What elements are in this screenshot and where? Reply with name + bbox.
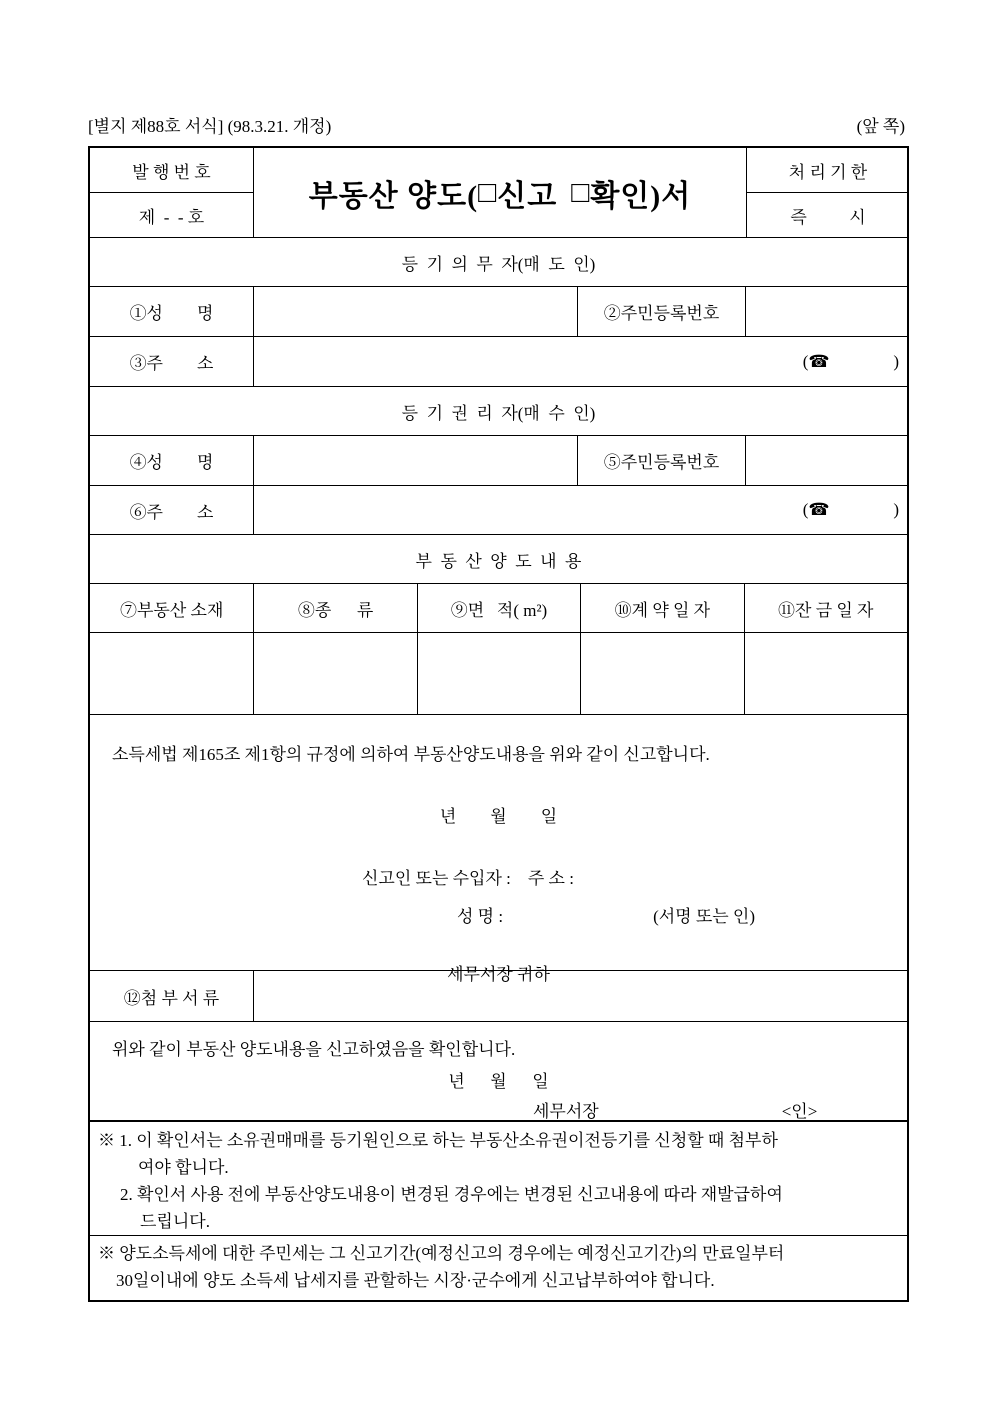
addressee-line: 세무서장 귀하	[447, 965, 550, 984]
seal-placeholder: <인>	[781, 1102, 818, 1121]
property-type-field[interactable]	[253, 633, 416, 714]
declaration-block	[90, 714, 907, 984]
declaration-date-line[interactable]: 년 월 일	[439, 807, 558, 826]
confirm-checkbox-label: 확인	[590, 179, 651, 213]
confirm-checkbox[interactable]: □	[571, 175, 591, 209]
seller-section-title: 등 기 의 무 자(매 도 인)	[401, 254, 596, 274]
note2-line1: ※ 양도소득세에 대한 주민세는 그 신고기간(예정신고의 경우에는 예정신고기간)의 만료일부터	[98, 1244, 785, 1263]
report-checkbox-label: 신고	[497, 179, 558, 213]
col-area: ⑨면 적( m²)	[417, 584, 580, 632]
note1-line4: 드립니다.	[140, 1212, 210, 1231]
deadline-label: 처 리 기 한	[788, 162, 868, 182]
header-row	[90, 148, 907, 237]
issue-number-value[interactable]: 제 - - 호	[90, 192, 253, 237]
buyer-section-title: 등 기 권 리 자(매 수 인)	[401, 403, 596, 423]
main-form-table	[88, 146, 909, 1302]
attachment-field[interactable]	[253, 971, 907, 1021]
notes-box-1	[90, 1120, 907, 1235]
transfer-column-header-row	[90, 583, 907, 632]
col-balance-date: ⑪잔 금 일 자	[744, 584, 907, 632]
transfer-value-row	[90, 632, 907, 714]
seller-regno-label: ②주민등록번호	[577, 287, 745, 336]
transfer-section-header	[90, 534, 907, 583]
seller-phone-field[interactable]: (☎ )	[802, 351, 899, 371]
buyer-section-header	[90, 386, 907, 435]
seller-section-header	[90, 237, 907, 286]
buyer-phone-field[interactable]: (☎ )	[802, 500, 899, 519]
tax-office-head-label: 세무서장	[533, 1102, 599, 1121]
balance-date-field[interactable]	[744, 633, 907, 714]
transfer-section-title: 부 동 산 양 도 내 용	[415, 551, 582, 571]
form-title	[253, 148, 747, 237]
seller-address-label: ③주 소	[129, 354, 214, 373]
buyer-name-row	[90, 435, 907, 485]
seller-regno-field[interactable]	[745, 287, 907, 336]
col-property-location: ⑦부동산 소재	[120, 600, 224, 620]
col-contract-date: ⑩계 약 일 자	[580, 584, 743, 632]
report-checkbox[interactable]: □	[478, 175, 498, 209]
signature-note: (서명 또는 인)	[653, 907, 756, 926]
declarant-line[interactable]: 신고인 또는 수입자 : 주 소 :	[362, 869, 574, 888]
confirmation-date-line[interactable]: 년 월 일	[448, 1072, 549, 1091]
area-field[interactable]	[417, 633, 580, 714]
note1-line1: ※ 1. 이 확인서는 소유권매매를 등기원인으로 하는 부동산소유권이전등기를 신청할 때 첨부하	[98, 1131, 778, 1150]
declaration-statement: 소득세법 제165조 제1항의 규정에 의하여 부동산양도내용을 위와 같이 신고합니다.	[112, 745, 710, 764]
deadline-block	[747, 148, 909, 237]
page-side-label: (앞 쪽)	[856, 117, 905, 136]
deadline-value: 즉 시	[747, 192, 909, 237]
col-property-type: ⑧종 류	[253, 584, 416, 632]
seller-address-field[interactable]	[253, 337, 907, 386]
buyer-regno-label: ⑤주민등록번호	[577, 436, 745, 485]
meta-line	[88, 112, 905, 137]
attachment-row	[90, 970, 907, 1021]
issue-number-label: 발 행 번 호	[132, 162, 211, 182]
notes-box-2	[90, 1235, 907, 1300]
attachment-label: ⑫첨 부 서 류	[123, 988, 220, 1008]
contract-date-field[interactable]	[580, 633, 743, 714]
seller-address-row	[90, 336, 907, 386]
property-location-field[interactable]	[90, 633, 253, 714]
buyer-name-field[interactable]	[253, 436, 577, 485]
buyer-name-label: ④성 명	[129, 453, 214, 472]
seller-name-row	[90, 286, 907, 336]
note1-line3: 2. 확인서 사용 전에 부동산양도내용이 변경된 경우에는 변경된 신고내용에 따라 재발급하여	[120, 1185, 783, 1204]
buyer-regno-field[interactable]	[745, 436, 907, 485]
declarant-name-line	[90, 902, 907, 927]
title-prefix: 부동산 양도(	[308, 179, 479, 213]
note2-line2: 30일이내에 양도 소득세 납세지를 관할하는 시장·군수에게 신고납부하여야 합니다.	[116, 1271, 715, 1290]
confirmation-statement: 위와 같이 부동산 양도내용을 신고하였음을 확인합니다.	[112, 1040, 516, 1059]
declarant-name-label[interactable]: 성 명 :	[457, 907, 504, 926]
buyer-address-row	[90, 485, 907, 534]
note1-line2: 여야 합니다.	[138, 1158, 229, 1177]
form-reference: [별지 제88호 서식] (98.3.21. 개정)	[88, 117, 332, 136]
issue-number-block	[90, 148, 253, 237]
seller-name-field[interactable]	[253, 287, 577, 336]
title-suffix: )서	[650, 179, 692, 213]
buyer-address-label: ⑥주 소	[129, 502, 214, 522]
confirmation-signer-line	[90, 1097, 907, 1122]
confirmation-block	[90, 1021, 907, 1120]
seller-name-label: ①성 명	[129, 304, 214, 323]
buyer-address-field[interactable]	[253, 486, 907, 534]
